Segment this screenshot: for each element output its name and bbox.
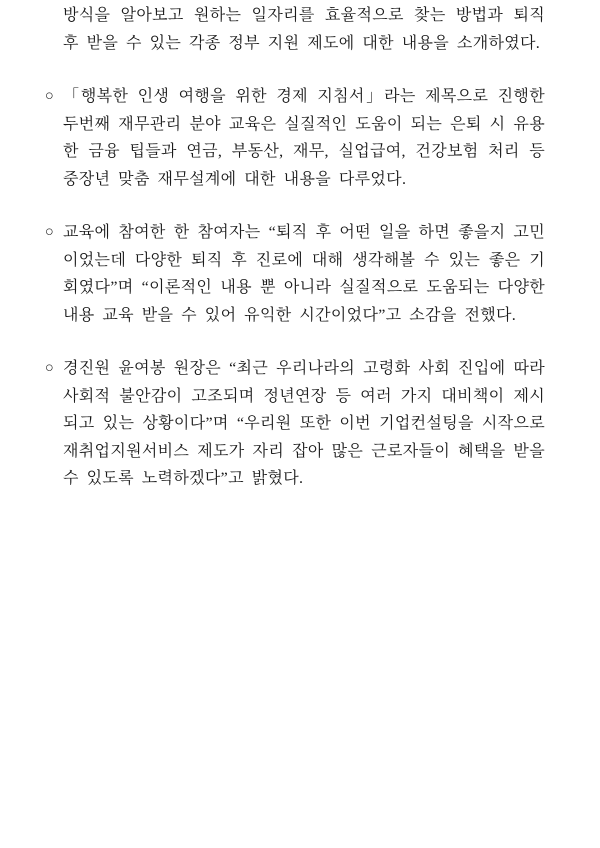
circle-bullet-icon: ○ [45, 88, 55, 104]
paragraph-text: 교육에 참여한 한 참여자는 “퇴직 후 어떤 일을 하면 좋을지 고민이었는데 다양한 퇴직 후 진로에 대해 생각해볼 수 있는 좋은 기회였다”며 “이론적인 내용 뿐 아니라 실질적으로 도움되는 다양한 내용 교육 받을 수 있어 유익한 시간이었다”고 소감을 전했다. [63, 224, 545, 324]
paragraph-bullet-1 [45, 83, 545, 193]
paragraph-bullet-2 [45, 219, 545, 329]
circle-bullet-icon: ○ [45, 360, 55, 376]
circle-bullet-icon: ○ [45, 224, 55, 240]
paragraph-text: 「행복한 인생 여행을 위한 경제 지침서」라는 제목으로 진행한 두번째 재무관리 분야 교육은 실질적인 도움이 되는 은퇴 시 유용한 금융 팁들과 연금, 부동산, 재무, 실업급여, 건강보험 처리 등 중장년 맞춤 재무설계에 대한 내용을 다루었다. [63, 88, 545, 188]
paragraph-text: 방식을 알아보고 원하는 일자리를 효율적으로 찾는 방법과 퇴직 후 받을 수 있는 각종 정부 지원 제도에 대한 내용을 소개하였다. [63, 7, 545, 52]
paragraph-bullet-3 [45, 355, 545, 493]
paragraph-text: 경진원 윤여봉 원장은 “최근 우리나라의 고령화 사회 진입에 따라 사회적 불안감이 고조되며 정년연장 등 여러 가지 대비책이 제시되고 있는 상황이다”며 “우리원 또한 이번 기업컨설팅을 시작으로 재취업지원서비스 제도가 자리 잡아 많은 근로자들이 혜택을 받을 수 있도록 노력하겠다”고 밝혔다. [63, 360, 545, 487]
paragraph-continuation [45, 2, 545, 57]
